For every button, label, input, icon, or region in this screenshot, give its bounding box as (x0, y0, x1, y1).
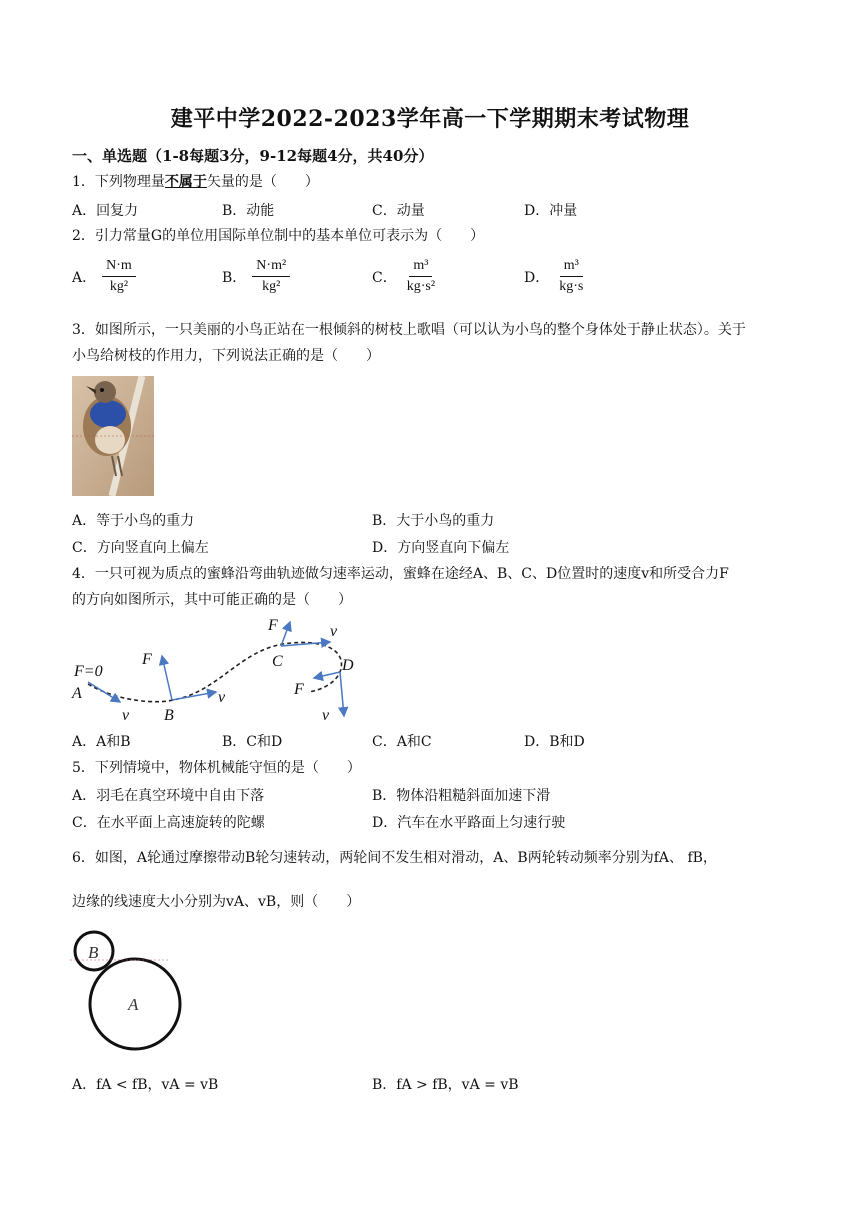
question-6-stem-line1 (72, 848, 717, 868)
question-3-stem-line1: 3．如图所示，一只美丽的小鸟正站在一根倾斜的树枝上歌唱（可以认为小鸟的整个身体处于静止状态）。关于 (72, 322, 746, 338)
question-5-stem: 5．下列情境中，物体机械能守恒的是（ ） (72, 760, 361, 776)
label-v-b: v (218, 689, 226, 706)
label-v-a: v (122, 707, 130, 724)
q3-option-b: B．大于小鸟的重力 (372, 513, 495, 529)
q1-stem-post: 矢量的是（ ） (206, 174, 319, 190)
denominator: kg² (262, 279, 281, 294)
numerator: m³ (409, 258, 432, 277)
q3-option-c: C．方向竖直向上偏左 (72, 540, 209, 556)
q1-stem-pre: 1．下列物理量 (72, 174, 165, 190)
velocity-arrow-a (88, 682, 120, 702)
numerator: N·m² (252, 258, 290, 277)
label-point-a: A (72, 685, 82, 702)
q2-option-a-fraction (102, 258, 136, 295)
label-point-b: B (164, 707, 174, 724)
question-4-stem-line1: 4．一只可视为质点的蜜蜂沿弯曲轨迹做匀速率运动，蜜蜂在途经A、B、C、D位置时的速度v和所受合力F (72, 566, 729, 582)
q6-stem-line1-main: 6．如图，A轮通过摩擦带动B轮匀速转动，两轮间不发生相对滑动，A、B两轮转动频率分别为f (72, 850, 659, 866)
label-f-d: F (294, 681, 304, 698)
question-4-stem-line2: 的方向如图所示，其中可能正确的是（ ） (72, 592, 352, 608)
q2-option-b-label: B． (222, 269, 247, 286)
q2-option-a (72, 258, 136, 295)
q1-option-a: A．回复力 (72, 203, 139, 219)
q4-option-c: C．A和C (372, 734, 432, 750)
wheel-b-label: B (88, 943, 99, 962)
q4-option-d: D．B和D (524, 734, 585, 750)
force-arrow-b (162, 656, 172, 700)
q5-option-b: B．物体沿粗糙斜面加速下滑 (372, 788, 551, 804)
q1-stem-emphasis: 不属于 (164, 174, 207, 190)
q2-option-d-fraction (555, 258, 587, 295)
q3-option-d: D．方向竖直向下偏左 (372, 540, 510, 556)
q5-option-d: D．汽车在水平路面上匀速行驶 (372, 815, 566, 831)
label-f-c: F (268, 617, 278, 634)
label-point-c: C (272, 653, 283, 670)
q4-option-b: B．C和D (222, 734, 283, 750)
q6-option-b: B．fA > fB，vA = vB (372, 1077, 519, 1093)
bee-trajectory-diagram (68, 612, 368, 724)
denominator: kg² (109, 279, 129, 294)
label-point-d: D (342, 657, 354, 674)
label-v-c: v (330, 623, 338, 640)
q4-option-a: A．A和B (72, 734, 131, 750)
label-v-d: v (322, 707, 330, 724)
q1-option-c: C．动量 (372, 203, 425, 219)
q6-option-a: A．fA < fB，vA = vB (72, 1077, 219, 1093)
q2-option-b (222, 258, 290, 295)
q2-option-d-label: D． (524, 269, 550, 286)
numerator: m³ (560, 258, 583, 277)
denominator: kg·s (559, 279, 584, 294)
question-1-stem (72, 172, 319, 192)
bird-on-branch-photo (72, 376, 154, 496)
denominator: kg·s² (406, 279, 436, 294)
label-f-zero: F=0 (74, 663, 103, 680)
q2-option-a-label: A． (72, 269, 97, 286)
q3-option-a: A．等于小鸟的重力 (72, 513, 195, 529)
force-arrow-c (281, 622, 290, 646)
wheels-diagram (70, 928, 190, 1054)
velocity-arrow-d (340, 672, 344, 716)
velocity-arrow-b (172, 692, 216, 700)
section-heading: 一、单选题（1-8每题3分，9-12每题4分，共40分） (72, 147, 434, 165)
q2-option-d (524, 258, 587, 295)
numerator: N·m (102, 258, 136, 277)
q6-stem-line1-tail: A、 fB， (658, 850, 717, 866)
question-2-stem: 2．引力常量G的单位用国际单位制中的基本单位可表示为（ ） (72, 228, 485, 244)
q2-option-c-fraction (403, 258, 439, 295)
q1-option-d: D．冲量 (524, 203, 578, 219)
q5-option-a: A．羽毛在真空环境中自由下落 (72, 788, 265, 804)
question-6-stem-line2: 边缘的线速度大小分别为vA、vB，则（ ） (72, 894, 361, 910)
page-title: 建平中学2022-2023学年高一下学期期末考试物理 (170, 106, 690, 132)
q1-option-b: B．动能 (222, 203, 275, 219)
wheel-a-label: A (128, 995, 139, 1014)
q2-option-c (372, 258, 439, 295)
question-3-stem-line2: 小鸟给树枝的作用力，下列说法正确的是（ ） (72, 348, 380, 364)
q2-option-b-fraction (252, 258, 290, 295)
q2-option-c-label: C． (372, 269, 397, 286)
q5-option-c: C．在水平面上高速旋转的陀螺 (72, 815, 265, 831)
label-f-b: F (142, 651, 152, 668)
